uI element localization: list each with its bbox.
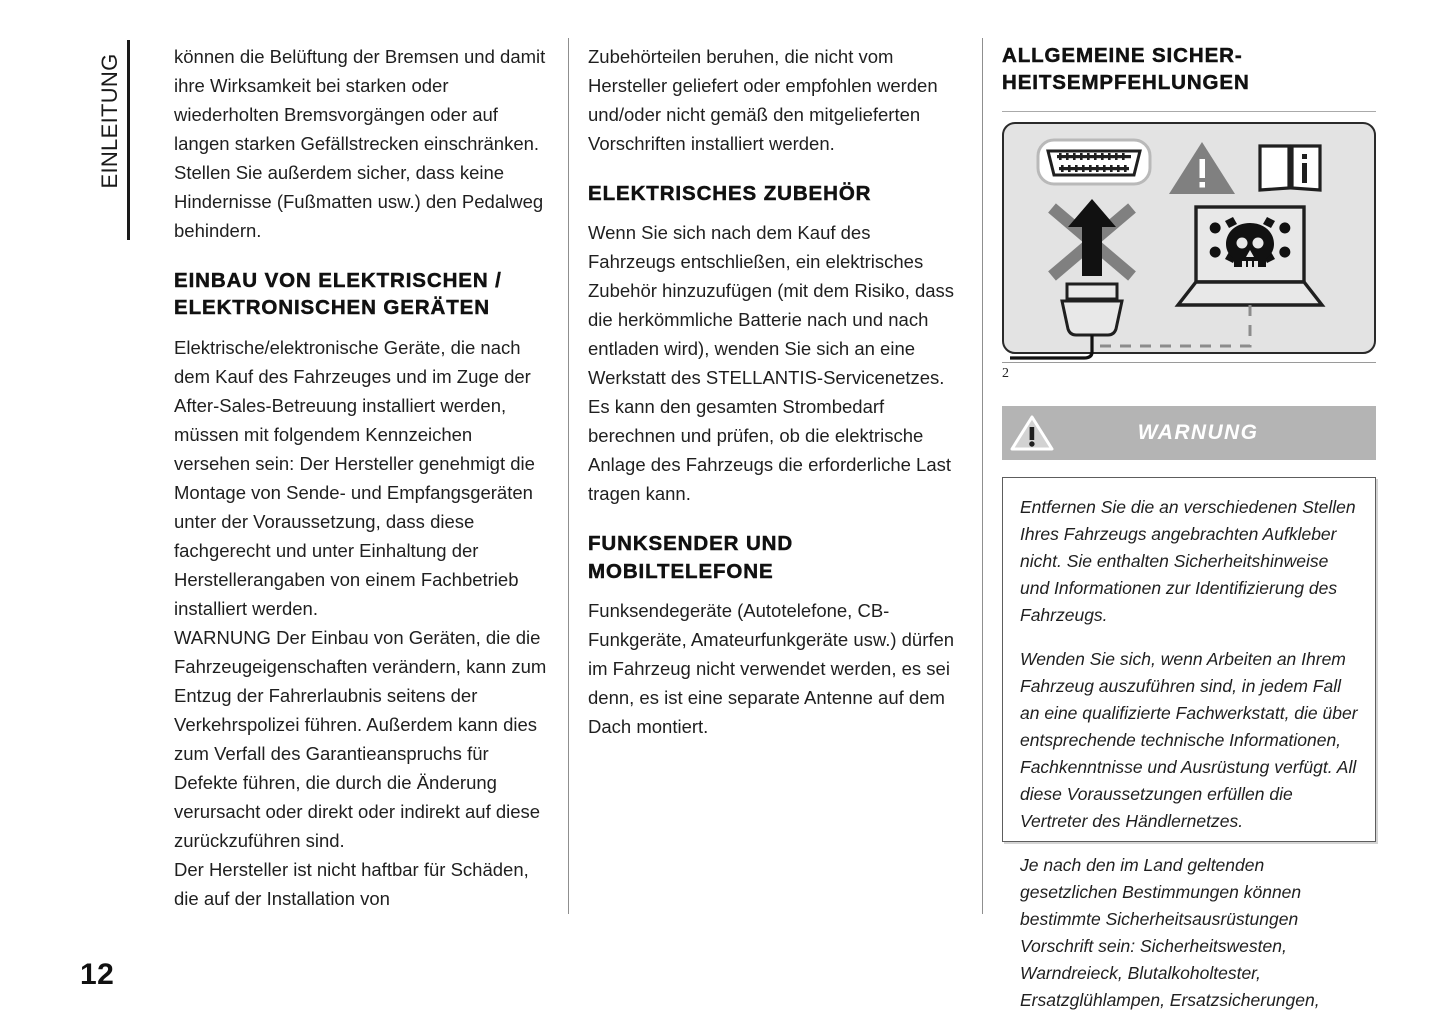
- page-number: 12: [80, 958, 115, 991]
- crossed-out-arrow-icon: [1052, 199, 1132, 276]
- heading-elektrisches-zubehoer: ELEKTRISCHES ZUBEHÖR: [588, 182, 872, 205]
- heading-funksender: FUNKSENDER UND MOBILTELEFONE: [588, 532, 794, 583]
- column-divider-1: [568, 38, 569, 914]
- figure-bottom-rule: [1002, 362, 1376, 363]
- paragraph-3: Der Hersteller ist nicht haftbar für Schäden, die auf der Installation von: [174, 858, 529, 909]
- warning-paragraph-1: Entfernen Sie die an verschiedenen Stellen Ihres Fahrzeugs angebrachten Aufkleber nicht. Sie enthalten Sicherheitshinweise und Informationen zur Identifizierung des Fahrzeugs.: [1020, 496, 1356, 625]
- figure-number: 2: [1002, 365, 1009, 381]
- warning-triangle-badge: [1002, 414, 1062, 452]
- open-book-info-icon: [1260, 146, 1320, 190]
- obd-socket-icon: [1038, 140, 1150, 184]
- intro-paragraph: können die Belüftung der Bremsen und damit ihre Wirksamkeit bei starken oder wiederholten Bremsvorgängen oder auf langen starken Gefällstrecken einschränken.: [174, 46, 546, 154]
- column-2: [588, 42, 962, 741]
- column-divider-2: [982, 38, 983, 914]
- intro-paragraph-2: Stellen Sie außerdem sicher, dass keine Hindernisse (Fußmatten usw.) den Pedalweg behindern.: [174, 162, 544, 241]
- figure-svg: [1004, 124, 1374, 352]
- column-1: [174, 42, 548, 913]
- section-tab-label: EINLEITUNG: [97, 53, 122, 189]
- warning-title: WARNUNG: [1137, 420, 1259, 444]
- warning-paragraph-2: Wenden Sie sich, wenn Arbeiten an Ihrem Fahrzeug auszuführen sind, in jedem Fall an eine qualifizierte Fachwerkstatt, die über entsprechende technische Informationen, Fachkenntnisse und Ausrüstung verfügt. All diese Voraussetzungen erfüllen die Vertreter des Händlernetzes.: [1020, 648, 1358, 831]
- column-3: [1002, 42, 1376, 1010]
- warning-paragraph-3: Je nach den im Land geltenden gesetzlichen Bestimmungen können bestimmte Sicherheitsausrüstungen Vorschrift sein: Sicherheitswesten, Warndreieck, Blutalkoholtester, Ersatzglühlampen, Ersatzsicherungen,: [1020, 854, 1320, 1010]
- paragraph-funksender: Funksendegeräte (Autotelefone, CB-Funkgeräte, Amateurfunkgeräte usw.) dürfen im Fahrzeug nicht verwendet werden, es sei denn, es ist eine separate Antenne auf dem Dach montiert.: [588, 599, 955, 737]
- heading-allgemeine-sicherheitsempfehlungen: ALLGEMEINE SICHER-HEITSEMPFEHLUNGEN: [1002, 44, 1250, 95]
- paragraph-2: WARNUNG Der Einbau von Geräten, die die Fahrzeugeigenschaften verändern, kann zum Entzug der Fahrerlaubnis seitens der Verkehrspolizei führen. Außerdem kann dies zum Verfall des Garantieanspruchs für Defekte führen, die durch die Änderung verursacht oder direkt oder indirekt auf diese zurückzuführen sind.: [174, 626, 547, 851]
- section-tab-rule: [127, 40, 130, 240]
- warning-triangle-icon: [1169, 142, 1235, 194]
- continuation-paragraph: Zubehörteilen beruhen, die nicht vom Hersteller geliefert oder empfohlen werden und/oder nicht gemäß den mitgelieferten Vorschriften installiert werden.: [588, 46, 938, 154]
- warning-band: [1002, 406, 1376, 460]
- figure-illustration: [1002, 122, 1376, 354]
- section-tab: [78, 40, 130, 240]
- paragraph-1: Elektrische/elektronische Geräte, die nach dem Kauf des Fahrzeuges und im Zuge der After-Sales-Betreuung installiert werden, müssen mit folgendem Kennzeichen versehen sein: Der Hersteller genehmigt die Montage von Sende- und Empfangsgeräten unter der Voraussetzung, dass diese fachgerecht und unter Einhaltung der Herstellerangaben von einem Fachbetrieb installiert werden.: [174, 336, 535, 619]
- warning-triangle-icon: [1010, 414, 1054, 452]
- figure-top-rule: [1002, 111, 1376, 112]
- heading-einbau: EINBAU VON ELEKTRISCHEN / ELEKTRONISCHEN GERÄTEN: [174, 269, 502, 320]
- warning-text-box: [1002, 477, 1376, 1010]
- paragraph-elektrisches-zubehoer: Wenn Sie sich nach dem Kauf des Fahrzeugs entschließen, ein elektrisches Zubehör hinzuzufügen (mit dem Risiko, dass die herkömmliche Batterie nach und nach entladen wird), wenden Sie sich an eine Werkstatt des STELLANTIS-Servicenetzes. Es kann den gesamten Strombedarf berechnen und prüfen, ob die elektrische Anlage des Fahrzeugs die erforderliche Last tragen kann.: [588, 222, 955, 505]
